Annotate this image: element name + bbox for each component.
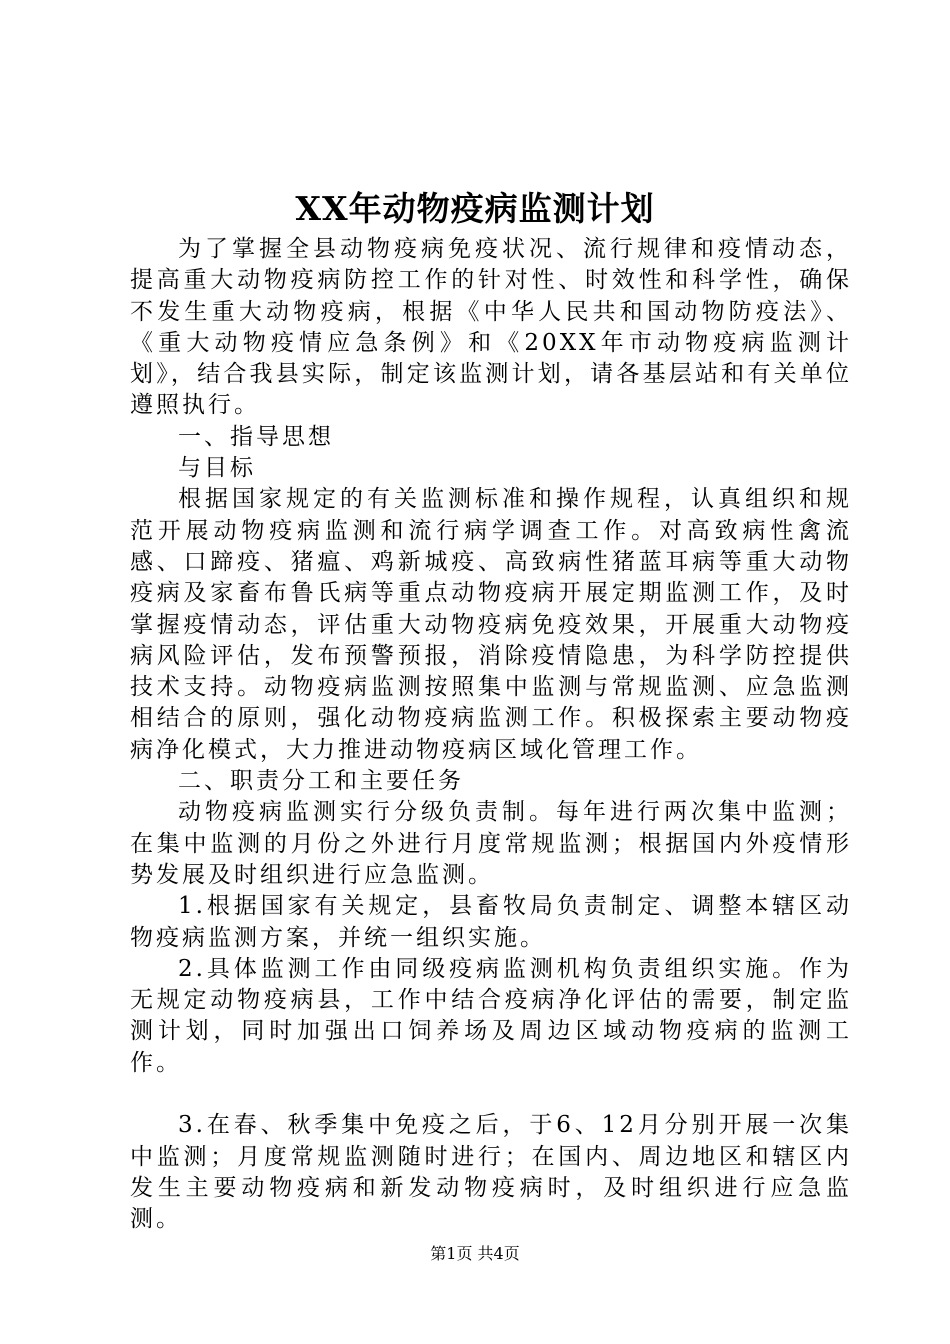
- paragraph-item-3: 3.在春、秋季集中免疫之后，于6、12月分别开展一次集中监测；月度常规监测随时进行；在国内、周边地区和辖区内发生主要动物疫病和新发动物疫病时，及时组织进行应急监测。: [130, 1112, 852, 1233]
- paragraph-item-1: 1.根据国家有关规定，县畜牧局负责制定、调整本辖区动物疫病监测方案，并统一组织实施。: [130, 893, 852, 951]
- paragraph-guiding-content: 根据国家规定的有关监测标准和操作规程，认真组织和规范开展动物疫病监测和流行病学调查工作。对高致病性禽流感、口蹄疫、猪瘟、鸡新城疫、高致病性猪蓝耳病等重大动物疫病及家畜布鲁氏病等重点动物疫病开展定期监测工作，及时掌握疫情动态，评估重大动物疫病免疫效果，开展重大动物疫病风险评估，发布预警预报，消除疫情隐患，为科学防控提供技术支持。动物疫病监测按照集中监测与常规监测、应急监测相结合的原则，强化动物疫病监测工作。积极探索主要动物疫病净化模式，大力推进动物疫病区域化管理工作。: [130, 486, 852, 763]
- paragraph-item-2: 2.具体监测工作由同级疫病监测机构负责组织实施。作为无规定动物疫病县，工作中结合疫病净化评估的需要，制定监测计划，同时加强出口饲养场及周边区域动物疫病的监测工作。: [130, 955, 852, 1076]
- heading-goals: 与目标: [178, 455, 256, 482]
- heading-guiding-thought: 一、指导思想: [178, 423, 334, 450]
- paragraph-duties-overview: 动物疫病监测实行分级负责制。每年进行两次集中监测；在集中监测的月份之外进行月度常规监测；根据国内外疫情形势发展及时组织进行应急监测。: [130, 799, 852, 888]
- heading-duties-tasks: 二、职责分工和主要任务: [178, 768, 464, 795]
- page-footer: 第1页 共4页: [430, 1244, 520, 1263]
- paragraph-intro: 为了掌握全县动物疫病免疫状况、流行规律和疫情动态，提高重大动物疫病防控工作的针对性、时效性和科学性，确保不发生重大动物疫病，根据《中华人民共和国动物防疫法》、《重大动物疫情应急条例》和《20XX年市动物疫病监测计划》，结合我县实际，制定该监测计划，请各基层站和有关单位遵照执行。: [130, 236, 852, 419]
- document-title: XX年动物疫病监测计划: [295, 189, 655, 228]
- document-body: [130, 234, 852, 1236]
